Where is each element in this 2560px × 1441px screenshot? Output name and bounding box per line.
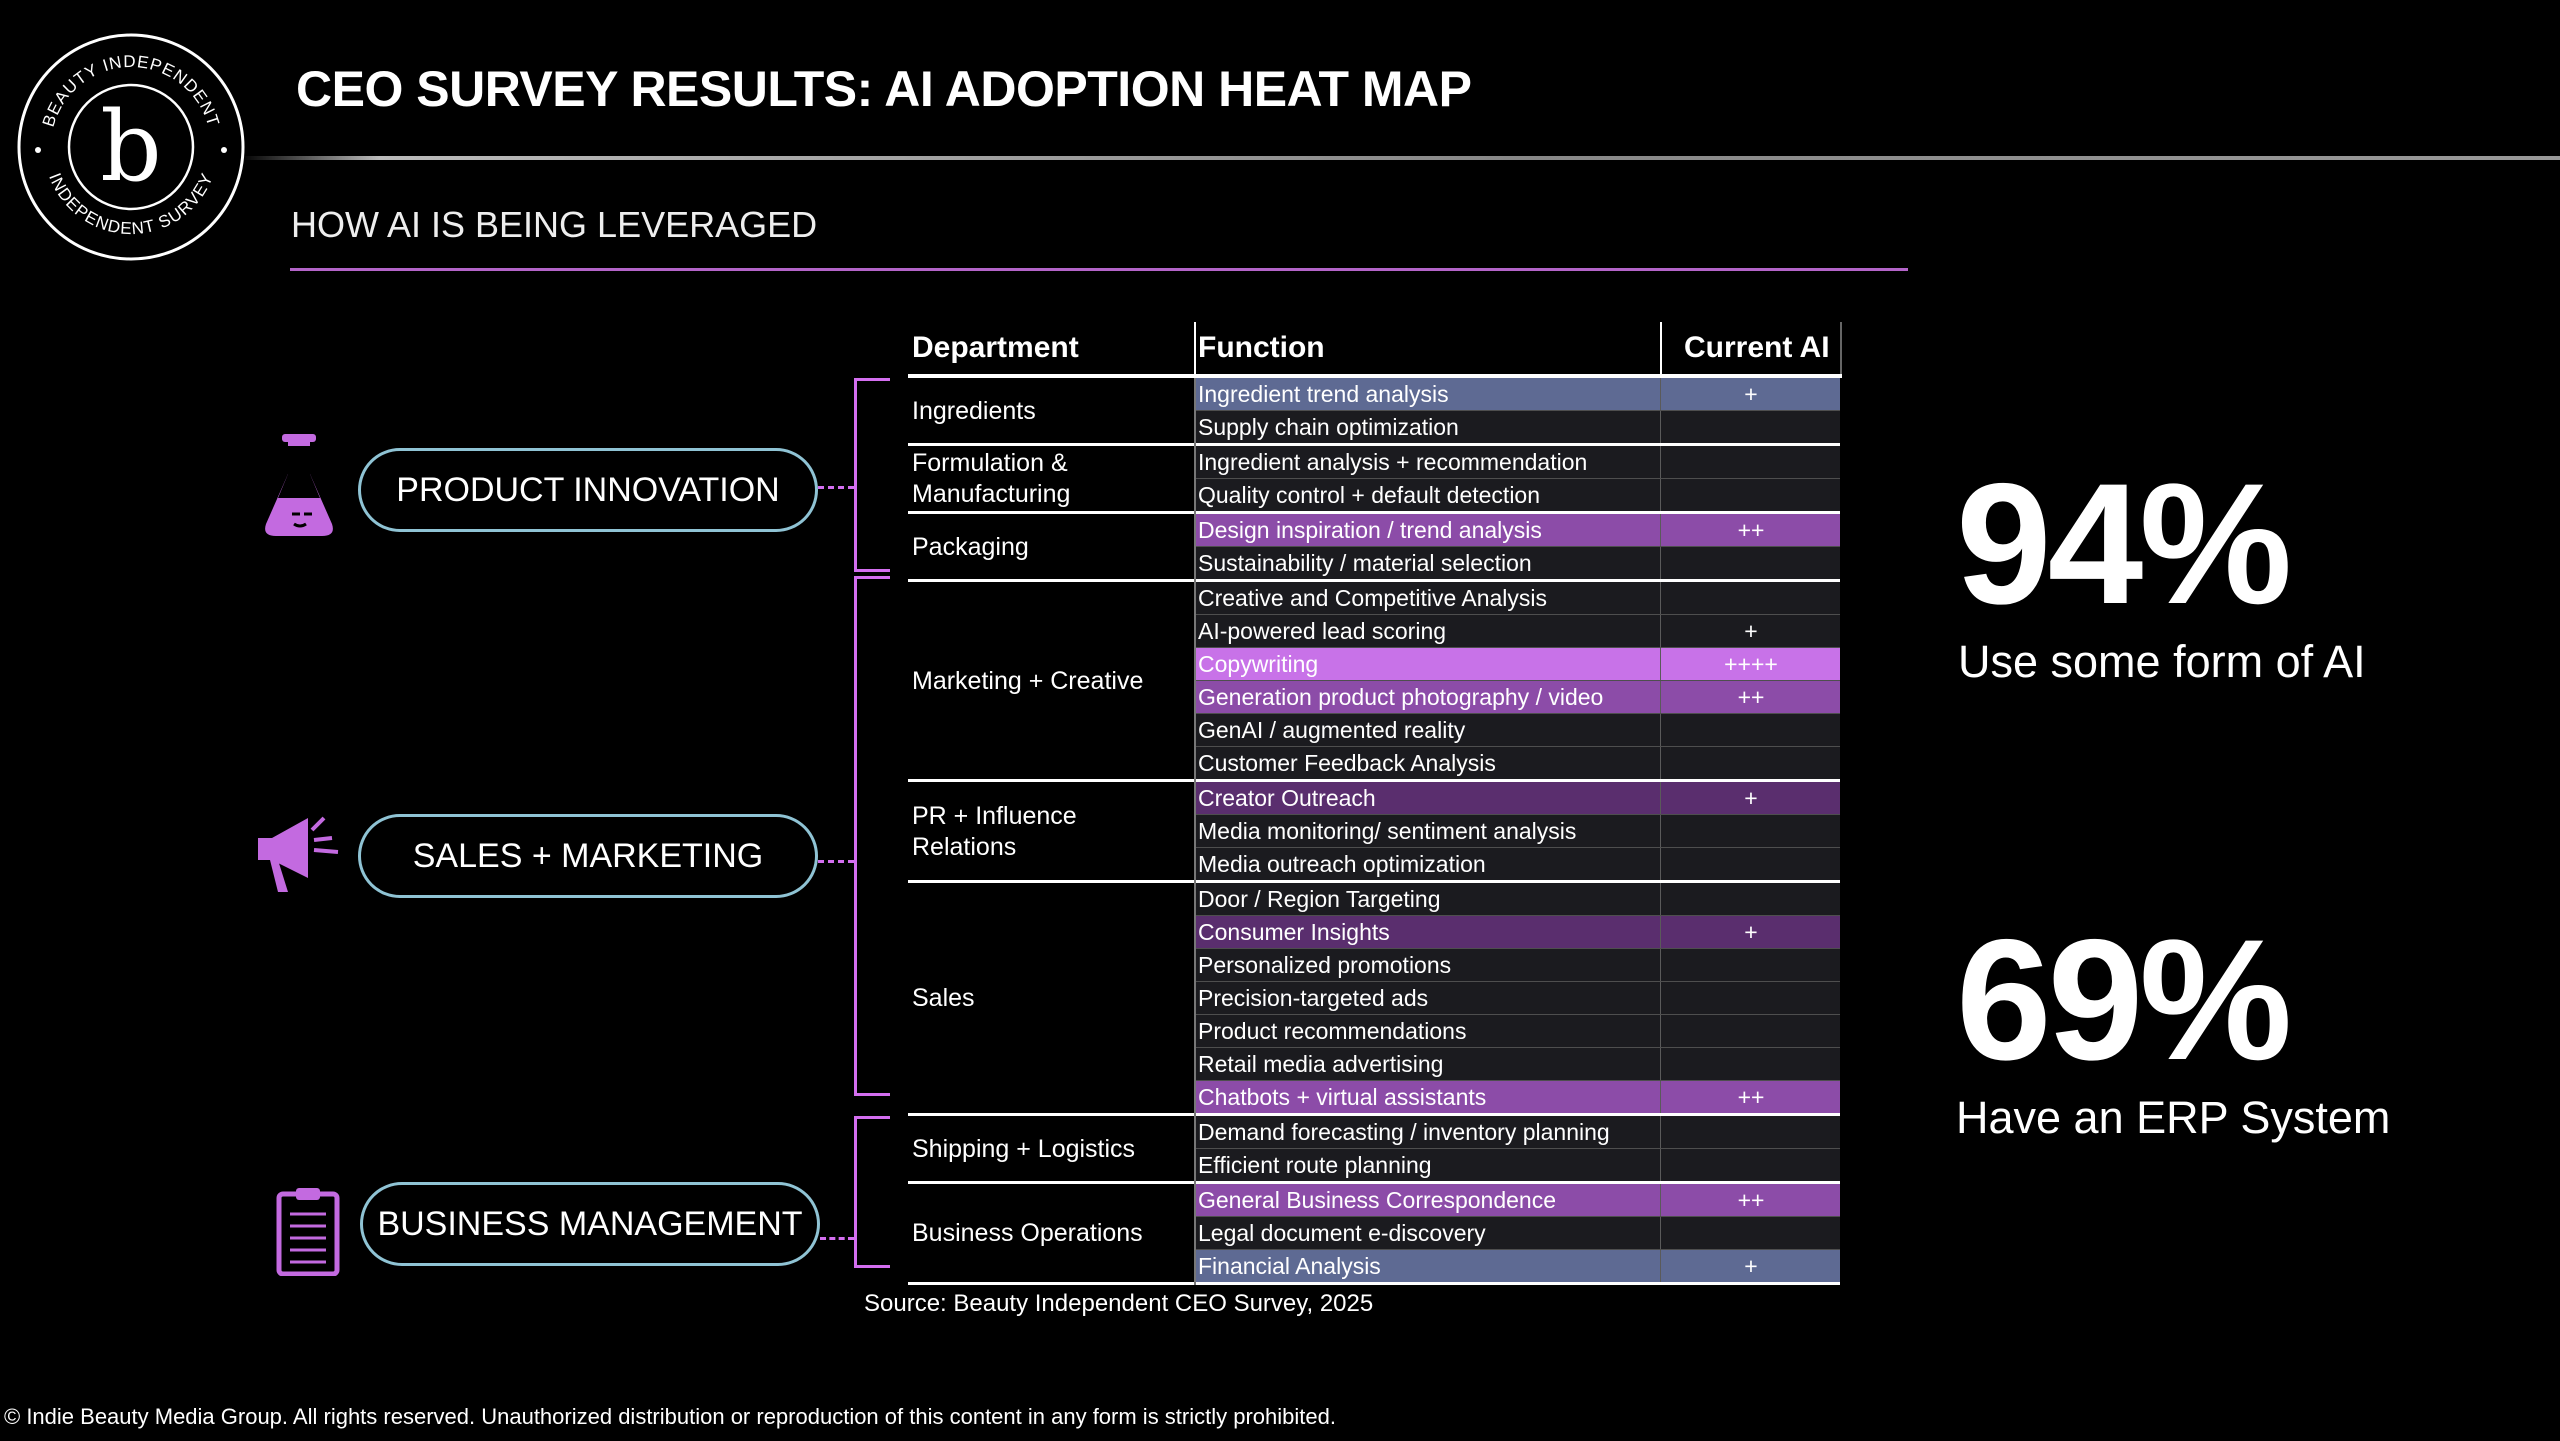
current-ai-cell [1660,883,1841,915]
current-ai-cell: ++ [1660,681,1841,713]
current-ai-cell [1660,411,1841,443]
category-sales-marketing: SALES + MARKETING [358,814,818,898]
page-title: CEO SURVEY RESULTS: AI ADOPTION HEAT MAP [296,61,1472,117]
current-ai-cell: ++ [1660,514,1841,546]
function-cell: Demand forecasting / inventory planning [1198,1118,1610,1145]
stat-erp-value: 69% [1956,904,2289,1096]
bracket-business [854,1116,890,1268]
department-cell: PR + Influence Relations [912,801,1077,861]
table-row [1194,848,1840,881]
connector-business [820,1237,854,1240]
table-row [1194,446,1840,479]
current-ai-cell: + [1660,378,1841,410]
current-ai-cell [1660,848,1841,880]
function-cell: GenAI / augmented reality [1198,716,1466,743]
header-department: Department [912,331,1079,364]
function-cell: AI-powered lead scoring [1198,617,1447,644]
function-cell: Sustainability / material selection [1198,549,1532,576]
current-ai-cell [1660,815,1841,847]
stat-ai-usage-value: 94% [1956,448,2289,640]
current-ai-cell [1660,714,1841,746]
current-ai-cell [1660,949,1841,981]
current-ai-cell: ++++ [1660,648,1841,680]
subtitle-divider [290,268,1908,271]
function-cell: Retail media advertising [1198,1050,1444,1077]
function-cell: Media outreach optimization [1198,850,1486,877]
function-cell: Legal document e-discovery [1198,1219,1486,1246]
table-row [1194,1250,1840,1283]
header-divider [1194,322,1196,374]
stat-ai-usage-label: Use some form of AI [1958,636,2366,687]
function-cell: Ingredient trend analysis [1198,380,1449,407]
current-ai-cell [1660,1116,1841,1148]
category-business-management: BUSINESS MANAGEMENT [360,1182,820,1266]
current-ai-cell [1660,747,1841,779]
source-note: Source: Beauty Independent CEO Survey, 2025 [864,1290,1374,1317]
table-row [1194,547,1840,580]
group-divider [908,1282,1840,1285]
table-row [1194,479,1840,512]
category-product-innovation: PRODUCT INNOVATION [358,448,818,532]
function-cell: Supply chain optimization [1198,413,1459,440]
function-cell: Product recommendations [1198,1017,1467,1044]
copyright-footer: © Indie Beauty Media Group. All rights reserved. Unauthorized distribution or reproduction of this content in any form is strictly prohibited. [4,1404,1336,1429]
current-ai-cell [1660,582,1841,614]
function-cell: Precision-targeted ads [1198,984,1429,1011]
current-ai-cell [1660,1149,1841,1181]
title-divider [240,156,2560,160]
table-row [1194,782,1840,815]
current-ai-cell: + [1660,615,1841,647]
logo-top-text: BEAUTY INDEPENDENT [38,51,224,130]
stat-erp-label: Have an ERP System [1956,1092,2391,1143]
column-divider [1194,378,1196,1285]
function-cell: Ingredient analysis + recommendation [1198,448,1588,475]
table-row [1194,615,1840,648]
header-divider [1840,322,1842,374]
table-row [1194,883,1840,916]
table-row [1194,1015,1840,1048]
function-cell: Chatbots + virtual assistants [1198,1083,1487,1110]
current-ai-cell: + [1660,1250,1841,1282]
function-cell: Financial Analysis [1198,1252,1381,1279]
table-row [1194,1149,1840,1182]
function-cell: Personalized promotions [1198,951,1452,978]
current-ai-cell: + [1660,782,1841,814]
department-cell: Marketing + Creative [912,666,1144,695]
current-ai-cell: ++ [1660,1184,1841,1216]
current-ai-cell [1660,1015,1841,1047]
table-row [1194,582,1840,615]
header-current-ai: Current AI [1684,331,1830,364]
current-ai-cell [1660,982,1841,1014]
table-row [1194,1116,1840,1149]
current-ai-cell [1660,1217,1841,1249]
table-row [1194,411,1840,444]
connector-product [818,486,854,489]
bracket-product [854,378,890,572]
function-cell: Copywriting [1198,650,1319,677]
department-cell: Business Operations [912,1219,1143,1247]
current-ai-cell: + [1660,916,1841,948]
function-cell: Efficient route planning [1198,1151,1432,1178]
table-row [1194,815,1840,848]
function-cell: Quality control + default detection [1198,481,1541,508]
table-row [1194,681,1840,714]
current-ai-cell [1660,479,1841,511]
function-cell: Media monitoring/ sentiment analysis [1198,817,1577,844]
department-cell: Ingredients [912,396,1036,425]
current-ai-cell [1660,1048,1841,1080]
department-cell: Shipping + Logistics [912,1134,1136,1163]
beauty-independent-logo [16,32,246,262]
table-row [1194,982,1840,1015]
header-divider [1660,322,1662,374]
table-row [1194,514,1840,547]
table-row [1194,714,1840,747]
flask-icon [262,432,336,538]
department-cell: Formulation & Manufacturing [912,449,1071,508]
table-row [1194,378,1840,411]
clipboard-icon [276,1186,340,1276]
function-cell: Consumer Insights [1198,918,1390,945]
page-subtitle: HOW AI IS BEING LEVERAGED [291,204,818,245]
logo-bottom-text: INDEPENDENT SURVEY [45,170,217,239]
table-row [1194,1184,1840,1217]
department-cell: Packaging [912,532,1029,561]
table-row [1194,949,1840,982]
function-cell: Creative and Competitive Analysis [1198,584,1547,611]
function-cell: Door / Region Targeting [1198,885,1441,912]
connector-sales [818,860,854,863]
table-row [1194,747,1840,780]
current-ai-cell: ++ [1660,1081,1841,1113]
function-cell: Generation product photography / video [1198,683,1604,710]
logo-letter: b [100,91,162,203]
megaphone-icon [252,812,348,896]
table-row [1194,1048,1840,1081]
function-cell: General Business Correspondence [1198,1186,1556,1213]
function-cell: Creator Outreach [1198,784,1376,811]
table-row [1194,648,1840,681]
header-function: Function [1198,331,1325,364]
table-row [1194,916,1840,949]
bracket-sales [854,576,890,1096]
department-cell: Sales [912,984,975,1012]
function-cell: Customer Feedback Analysis [1198,749,1496,776]
current-ai-cell [1660,547,1841,579]
table-row [1194,1217,1840,1250]
table-row [1194,1081,1840,1114]
current-ai-cell [1660,446,1841,478]
function-cell: Design inspiration / trend analysis [1198,516,1542,543]
